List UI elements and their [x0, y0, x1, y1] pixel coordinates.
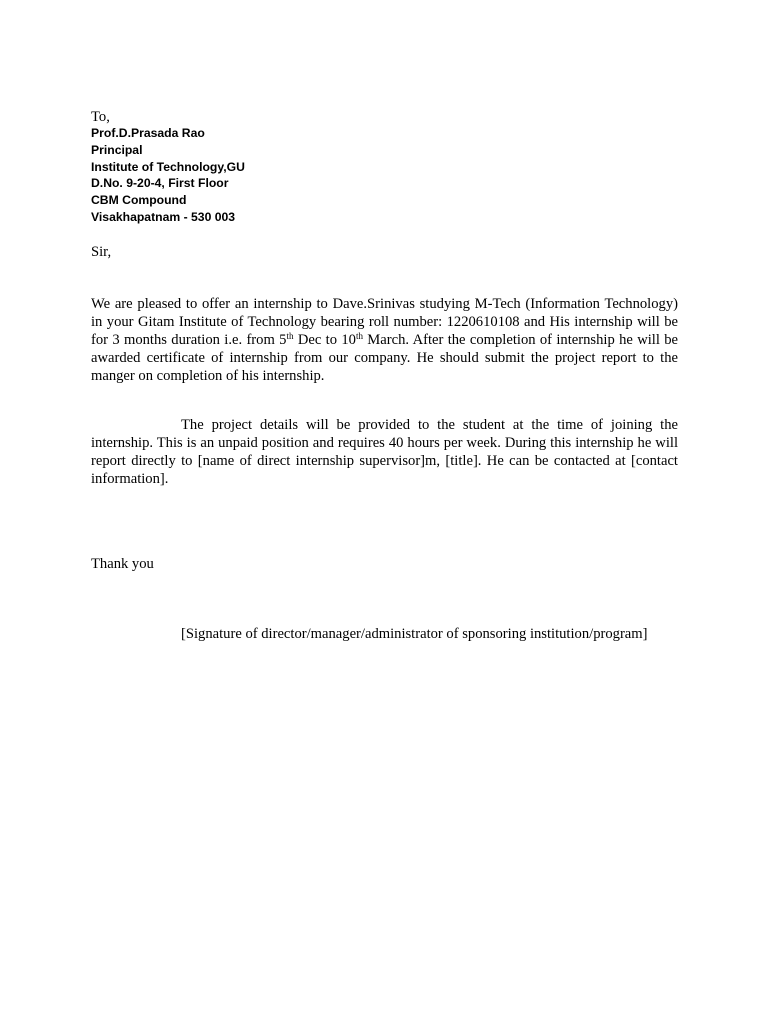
- address-line-compound: CBM Compound: [91, 193, 187, 208]
- offer-text-part-3: March. After the completion of internship he will be awarded certificate of internship from our company. He should submit the project report to the manger on completion of his internship.: [91, 332, 679, 384]
- ordinal-suffix-end: th: [355, 331, 363, 341]
- address-line-title: Principal: [91, 142, 143, 157]
- details-paragraph: [91, 416, 678, 488]
- offer-paragraph: [91, 295, 678, 385]
- details-text: The project details will be provided to the student at the time of joining the internship. This is an unpaid position and requires 40 hours per week. During this internship he will report directly to [name of direct internship supervisor]m, [title]. He can be contacted at [contact information].: [91, 417, 678, 487]
- salutation: Sir,: [91, 244, 112, 260]
- address-line-door-number: D.No. 9-20-4, First Floor: [91, 176, 229, 191]
- offer-text-part-1: We are pleased to offer an internship to Dave.Srinivas studying M-Tech (Information Technology) in your Gitam Institute of Technology bearing roll number: 1220610108 and His internship will be for 3 months duration i.e. from 5: [91, 296, 678, 348]
- signature-placeholder: [Signature of director/manager/administrator of sponsoring institution/program]: [181, 626, 648, 642]
- recipient-address: [91, 125, 245, 226]
- ordinal-suffix-start: th: [286, 331, 294, 341]
- address-line-institute: Institute of Technology,GU: [91, 159, 245, 174]
- closing-line: Thank you: [91, 556, 154, 572]
- address-line-name: Prof.D.Prasada Rao: [91, 126, 205, 140]
- to-line: To,: [91, 109, 110, 125]
- address-line-city: Visakhapatnam - 530 003: [91, 209, 236, 224]
- offer-text-part-2: Dec to 10: [293, 332, 356, 348]
